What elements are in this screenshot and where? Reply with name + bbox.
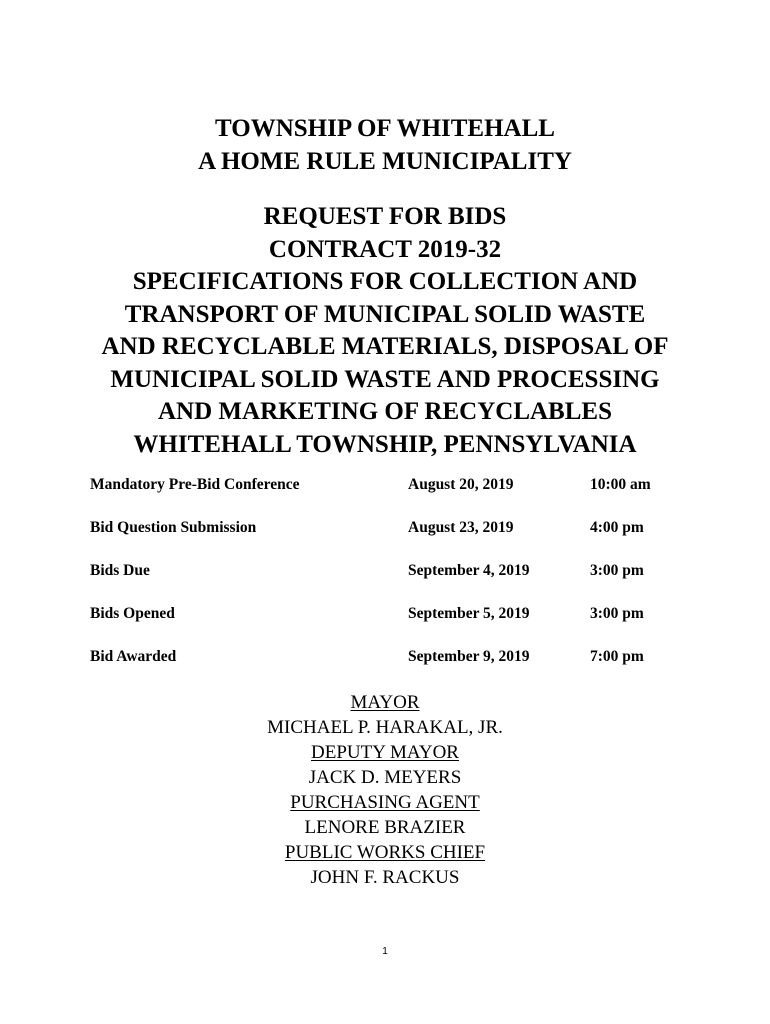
official-role-purchasing-agent: PURCHASING AGENT <box>290 792 480 813</box>
official-name-public-works-chief: JOHN F. RACKUS <box>310 867 460 888</box>
bid-schedule <box>90 476 710 691</box>
request-for-bids-block <box>0 201 770 461</box>
official-role-mayor: MAYOR <box>350 692 420 713</box>
page-number: 1 <box>382 946 388 957</box>
official-role-deputy-mayor: DEPUTY MAYOR <box>311 742 459 763</box>
official-role-public-works-chief: PUBLIC WORKS CHIEF <box>284 842 486 863</box>
schedule-event: Mandatory Pre-Bid Conference <box>90 476 300 493</box>
municipality-type: A HOME RULE MUNICIPALITY <box>198 148 572 175</box>
officials-list <box>0 690 770 890</box>
schedule-event: Bids Opened <box>90 605 175 622</box>
spec-line: AND RECYCLABLE MATERIALS, DISPOSAL OF <box>101 333 669 360</box>
schedule-date: September 4, 2019 <box>408 562 530 579</box>
township-name: TOWNSHIP OF WHITEHALL <box>215 115 555 142</box>
schedule-event: Bids Due <box>90 562 150 579</box>
spec-line: AND MARKETING OF RECYCLABLES <box>158 398 612 425</box>
schedule-event: Bid Question Submission <box>90 519 257 536</box>
request-title: REQUEST FOR BIDS <box>263 203 507 230</box>
schedule-time: 10:00 am <box>590 476 651 493</box>
official-name-mayor: MICHAEL P. HARAKAL, JR. <box>267 717 503 738</box>
schedule-time: 4:00 pm <box>590 519 644 536</box>
schedule-row <box>90 562 710 605</box>
spec-line: SPECIFICATIONS FOR COLLECTION AND <box>132 268 638 295</box>
contract-number: CONTRACT 2019-32 <box>268 235 502 263</box>
schedule-time: 7:00 pm <box>590 648 644 665</box>
schedule-time: 3:00 pm <box>590 562 644 579</box>
schedule-date: September 5, 2019 <box>408 605 530 622</box>
spec-line: MUNICIPAL SOLID WASTE AND PROCESSING <box>110 365 660 393</box>
spec-location: WHITEHALL TOWNSHIP, PENNSYLVANIA <box>133 430 637 458</box>
schedule-row <box>90 476 710 519</box>
schedule-event: Bid Awarded <box>90 648 177 665</box>
title-block <box>0 112 770 178</box>
schedule-date: August 20, 2019 <box>408 476 514 493</box>
schedule-row <box>90 605 710 648</box>
spec-line: TRANSPORT OF MUNICIPAL SOLID WASTE <box>124 300 646 328</box>
schedule-row <box>90 648 710 691</box>
schedule-date: September 9, 2019 <box>408 648 530 665</box>
official-name-deputy-mayor: JACK D. MEYERS <box>308 767 462 788</box>
schedule-row <box>90 519 710 562</box>
official-name-purchasing-agent: LENORE BRAZIER <box>304 817 466 838</box>
schedule-date: August 23, 2019 <box>408 519 514 536</box>
schedule-time: 3:00 pm <box>590 605 644 622</box>
